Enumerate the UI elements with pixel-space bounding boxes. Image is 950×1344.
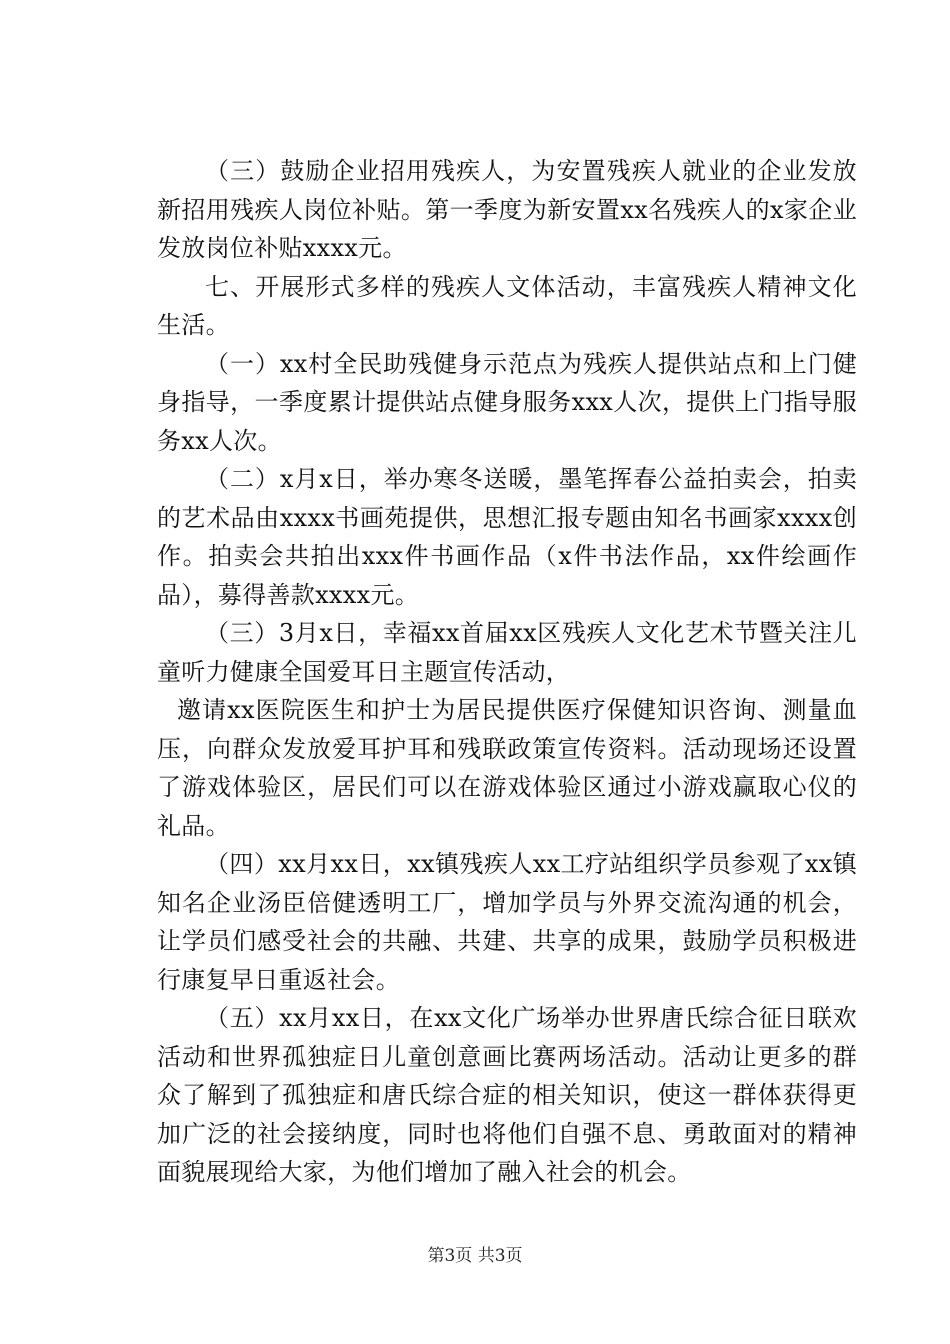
paragraph-factory-visit: （四）xx月xx日，xx镇残疾人xx工疗站组织学员参观了xx镇知名企业汤臣倍健透明工厂，增加学员与外界交流沟通的机会，让学员们感受社会的共融、共建、共享的成果，鼓励学员积极进行康复早日重返社会。 <box>157 850 857 994</box>
paragraph-section-seven-heading: 七、开展形式多样的残疾人文体活动，丰富残疾人精神文化生活。 <box>157 272 857 339</box>
paragraph-employment-subsidy: （三）鼓励企业招用残疾人，为安置残疾人就业的企业发放新招用残疾人岗位补贴。第一季度为新安置xx名残疾人的x家企业发放岗位补贴xxxx元。 <box>157 157 857 262</box>
paragraph-fitness-guidance: （一）xx村全民助残健身示范点为残疾人提供站点和上门健身指导，一季度累计提供站点健身服务xxx人次，提供上门指导服务xx人次。 <box>157 349 857 455</box>
paragraph-hospital-invitation: 邀请xx医院医生和护士为居民提供医疗保健知识咨询、测量血压，向群众发放爱耳护耳和残联政策宣传资料。活动现场还设置了游戏体验区，居民们可以在游戏体验区通过小游戏赢取心仪的礼品。 <box>157 696 857 840</box>
paragraph-awareness-events: （五）xx月xx日，在xx文化广场举办世界唐氏综合征日联欢活动和世界孤独症日儿童创意画比赛两场活动。活动让更多的群众了解到了孤独症和唐氏综合症的相关知识，使这一群体获得更加广泛的社会接纳度，同时也将他们自强不息、勇敢面对的精神面貌展现给大家，为他们增加了融入社会的机会。 <box>157 1004 857 1186</box>
page-footer: 第3页 共3页 <box>427 1246 523 1266</box>
document-body <box>157 152 857 1192</box>
paragraph-charity-auction: （二）x月x日，举办寒冬送暖，墨笔挥春公益拍卖会，拍卖的艺术品由xxxx书画苑提供，思想汇报专题由知名书画家xxxx创作。拍卖会共拍出xxx件书画作品（x件书法作品，xx件绘画作品），募得善款xxxx元。 <box>157 465 857 609</box>
paragraph-culture-festival: （三）3月x日，幸福xx首届xx区残疾人文化艺术节暨关注儿童听力健康全国爱耳日主题宣传活动， <box>157 619 857 686</box>
